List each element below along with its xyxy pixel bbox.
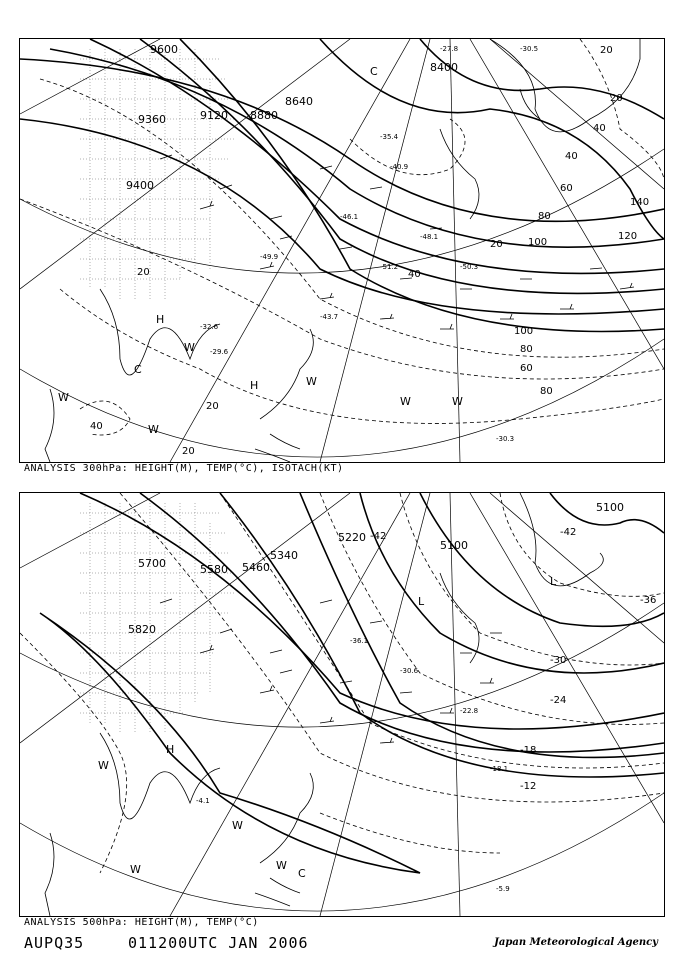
temp-label: -32.6 — [200, 323, 219, 331]
temp-label: -27.8 — [440, 45, 459, 53]
temp-label: -46.1 — [340, 213, 359, 221]
isotach-label: 20 — [600, 45, 613, 56]
center-marker: W — [452, 395, 463, 408]
isotach-label: 40 — [565, 151, 578, 162]
temp-label: -40.9 — [390, 163, 409, 171]
height-label: 8400 — [430, 61, 458, 74]
temp-label: -50.3 — [460, 263, 479, 271]
isotach-labels — [90, 45, 649, 457]
center-marker: W — [130, 863, 141, 876]
temp-label: -12 — [520, 781, 537, 792]
height-labels — [128, 501, 624, 636]
height-label: 9360 — [138, 113, 166, 126]
caption-300hpa: ANALYSIS 300hPa: HEIGHT(M), TEMP(°C), ISOTACH(KT) — [24, 463, 344, 474]
center-marker: W — [306, 375, 317, 388]
height-label: 8880 — [250, 109, 278, 122]
isotach-label: 40 — [593, 123, 606, 134]
height-label: 5340 — [270, 549, 298, 562]
height-contours — [40, 493, 664, 873]
isotach-label: 20 — [137, 267, 150, 278]
wind-barbs — [160, 155, 634, 329]
isotach-label: 60 — [560, 183, 573, 194]
height-label: 8640 — [285, 95, 313, 108]
temp-label: -42 — [370, 531, 387, 542]
isotach-label: 80 — [520, 344, 533, 355]
isotach-contours — [20, 39, 664, 435]
center-marker: W — [232, 819, 243, 832]
temp-label: -43.7 — [320, 313, 339, 321]
temp-label: -30.3 — [496, 435, 515, 443]
temp-label: -30.5 — [520, 45, 539, 53]
center-marker: H — [156, 313, 165, 326]
center-marker: W — [148, 423, 159, 436]
temp-label: -22.8 — [460, 707, 479, 715]
isotach-label: 120 — [618, 231, 638, 242]
temp-label: -36 — [640, 595, 657, 606]
temp-label: -4.1 — [196, 797, 210, 805]
isotach-label: 100 — [514, 326, 534, 337]
center-marker: L — [418, 595, 425, 608]
chart-time: 011200UTC JAN 2006 — [128, 934, 309, 952]
height-label: 5220 — [338, 531, 366, 544]
isotach-label: 60 — [520, 363, 533, 374]
temp-label: -5.9 — [496, 885, 510, 893]
height-labels — [126, 43, 458, 192]
center-marker: C — [370, 65, 378, 78]
agency-credit: Japan Meteorological Agency — [494, 937, 658, 948]
temp-label: -29.6 — [210, 348, 229, 356]
isotach-label: 40 — [408, 269, 421, 280]
isotach-label: 140 — [630, 197, 650, 208]
isotach-label: 20 — [490, 239, 503, 250]
temp-label: -35.4 — [380, 133, 399, 141]
center-marker: C — [134, 363, 142, 376]
temp-label: -30 — [550, 655, 567, 666]
temp-label: -51.2 — [380, 263, 399, 271]
chart-id: AUPQ35 — [24, 934, 85, 952]
height-label: 5460 — [242, 561, 270, 574]
center-marker: H — [250, 379, 259, 392]
analysis-500hpa-map — [19, 492, 665, 917]
isotach-label: 80 — [538, 211, 551, 222]
isotach-label: 80 — [540, 386, 553, 397]
coastlines — [45, 39, 640, 462]
temp-label: -18 — [520, 745, 537, 756]
data-grid — [80, 49, 235, 299]
temp-label: -42 — [560, 527, 577, 538]
temp-label: -49.9 — [260, 253, 279, 261]
temp-label: -30.6 — [400, 667, 419, 675]
center-marker: H — [166, 743, 175, 756]
height-label: 9120 — [200, 109, 228, 122]
graticule — [20, 39, 664, 462]
center-marker: W — [276, 859, 287, 872]
coastlines — [45, 493, 603, 916]
analysis-300hpa-map — [19, 38, 665, 463]
isotach-label: 100 — [528, 237, 548, 248]
caption-500hpa: ANALYSIS 500hPa: HEIGHT(M), TEMP(°C) — [24, 917, 259, 928]
isotach-label: 40 — [90, 421, 103, 432]
center-marker: C — [298, 867, 306, 880]
height-label: 5820 — [128, 623, 156, 636]
isotach-label: 20 — [182, 446, 195, 457]
isotach-label: 20 — [610, 93, 623, 104]
height-label: 5100 — [596, 501, 624, 514]
center-marker: W — [98, 759, 109, 772]
map-300hpa-svg — [20, 39, 664, 462]
height-label: 9600 — [150, 43, 178, 56]
center-marker: L — [550, 575, 557, 588]
center-marker: W — [58, 391, 69, 404]
height-label: 5580 — [200, 563, 228, 576]
height-label: 9400 — [126, 179, 154, 192]
map-500hpa-svg — [20, 493, 664, 916]
height-label: 5100 — [440, 539, 468, 552]
temp-label: -18.1 — [490, 765, 509, 773]
height-label: 5700 — [138, 557, 166, 570]
temp-labels — [196, 527, 656, 893]
temp-label: -36.1 — [350, 637, 369, 645]
temp-label: -48.1 — [420, 233, 439, 241]
isotach-label: 20 — [206, 401, 219, 412]
center-marker: W — [400, 395, 411, 408]
temp-label: -24 — [550, 695, 567, 706]
center-marker: W — [184, 341, 195, 354]
wind-barbs — [160, 599, 502, 743]
